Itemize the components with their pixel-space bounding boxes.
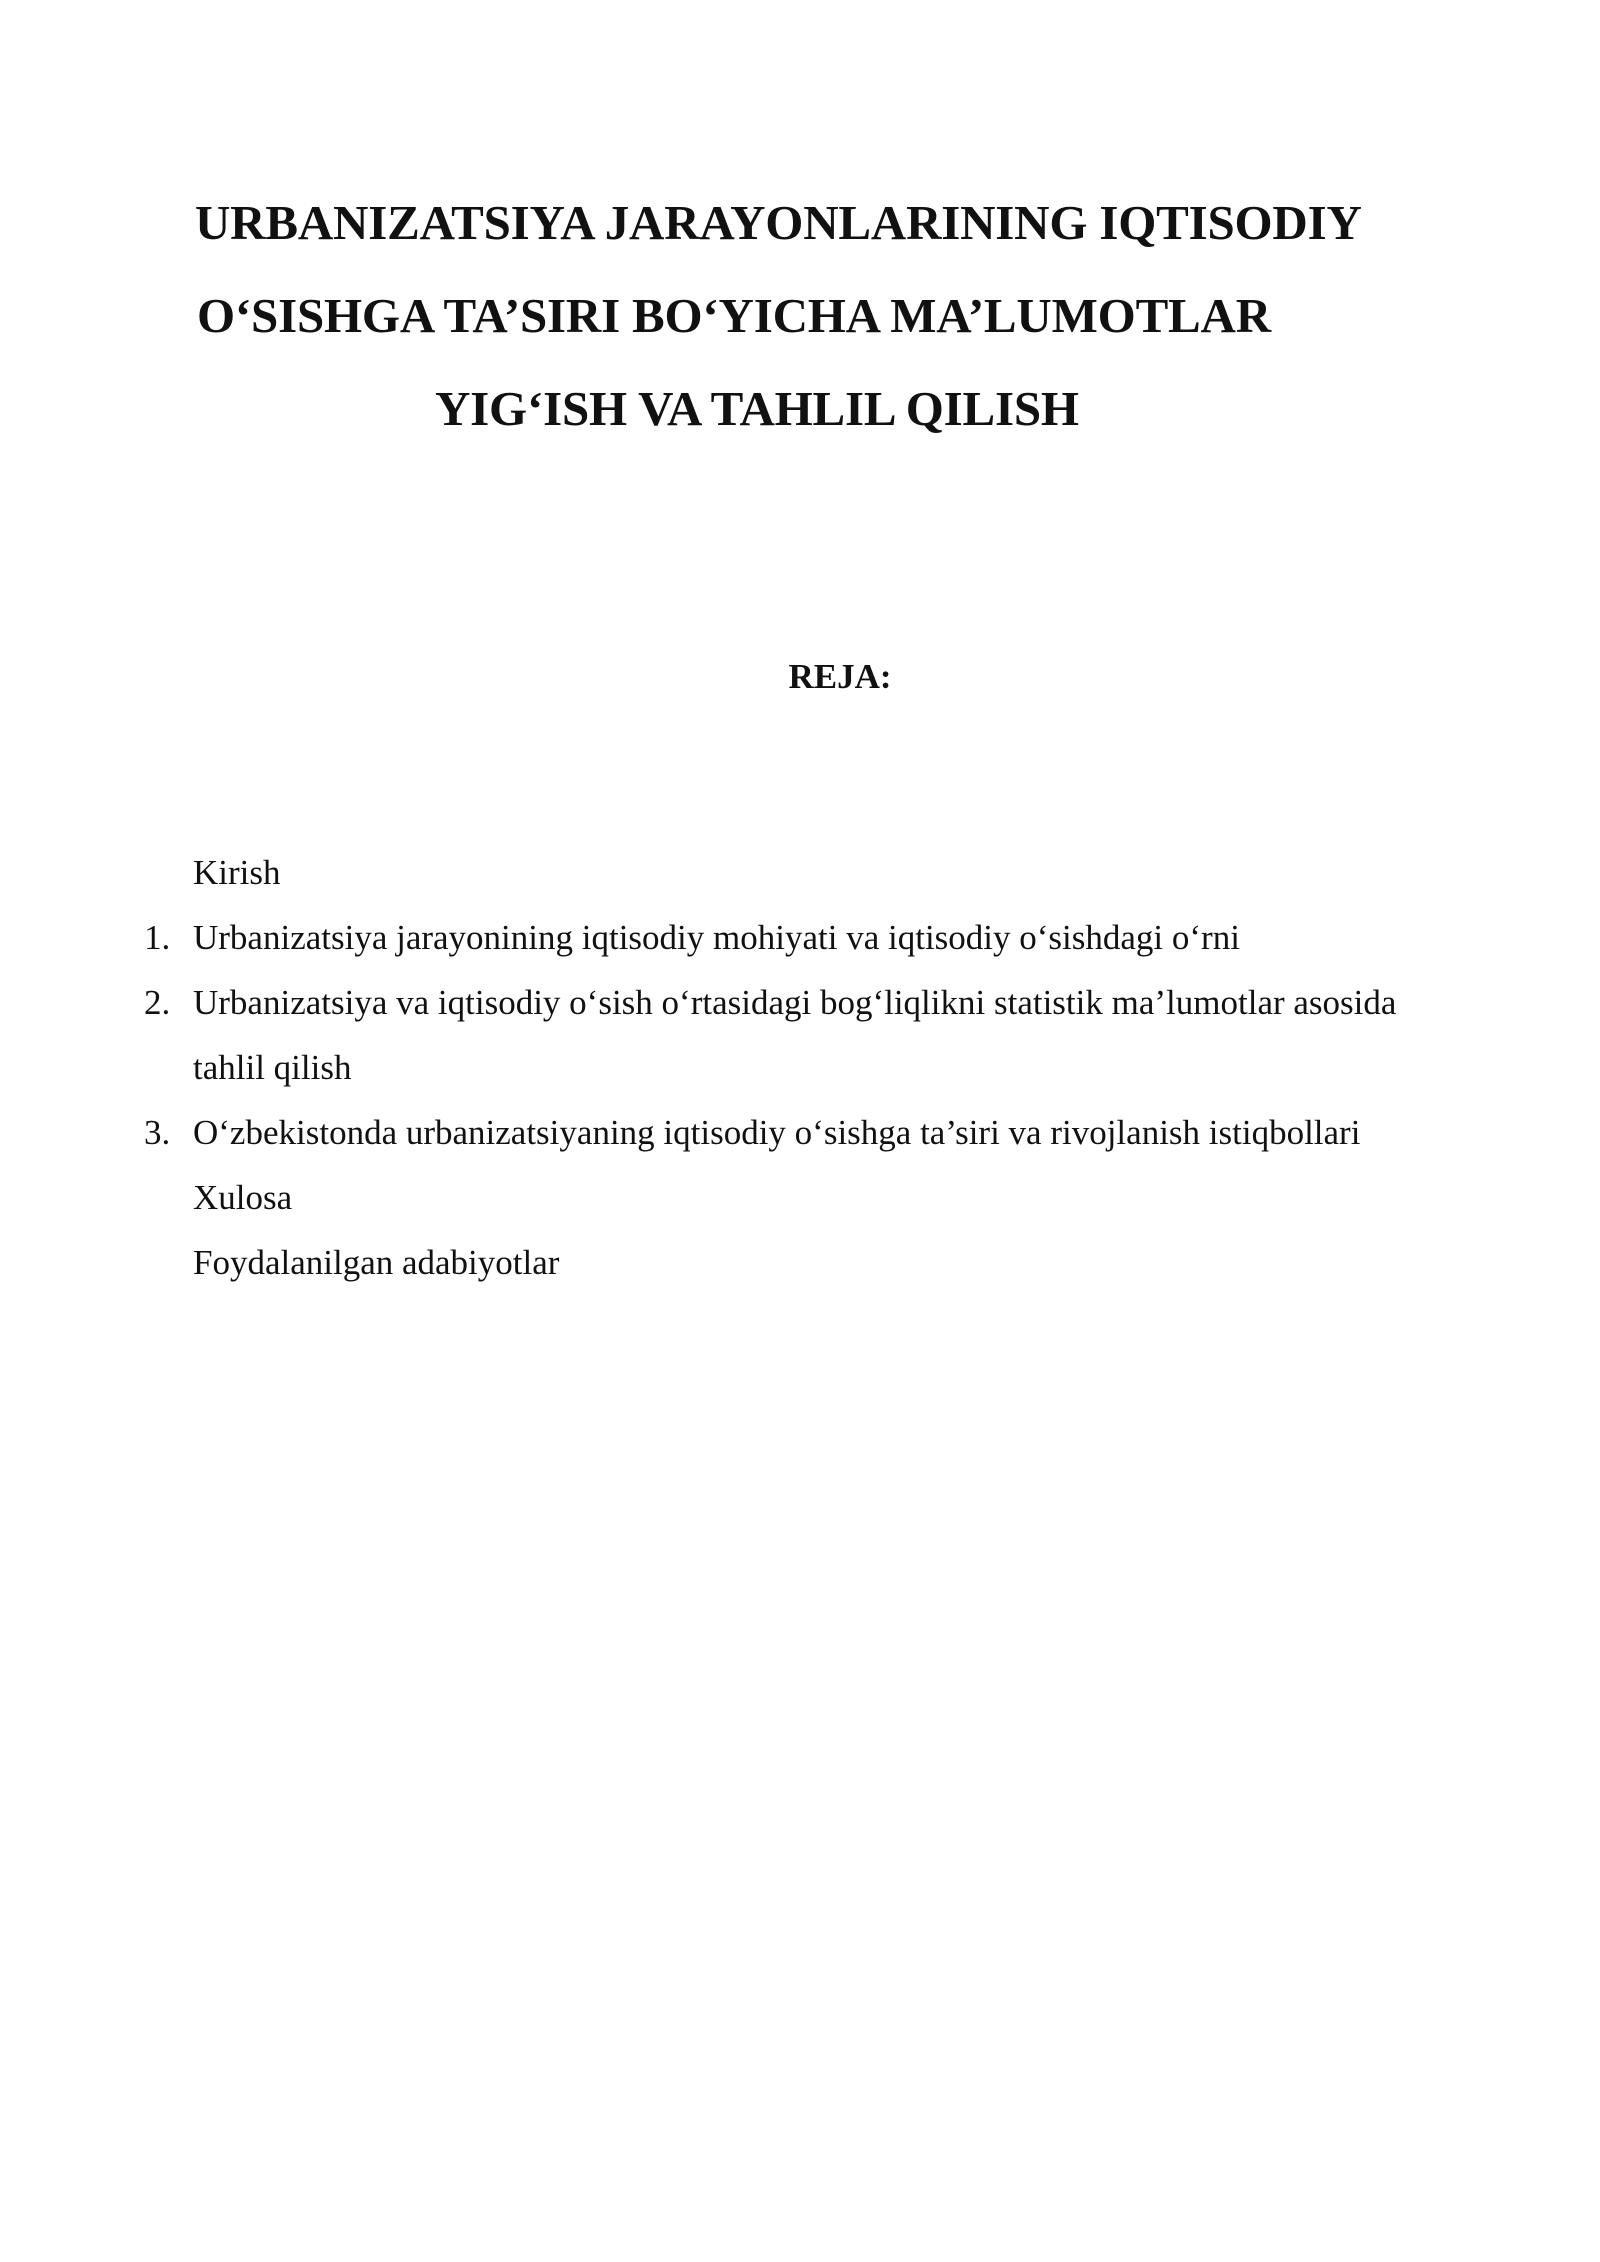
title-line: O‘SISHGA TA’SIRI BO‘YICHA MA’LUMOTLAR [197,288,1271,343]
toc-intro: Kirish [193,853,281,892]
toc-item-number: 3. [144,1113,171,1152]
toc-item-number: 1. [144,918,171,957]
toc-item: Urbanizatsiya va iqtisodiy o‘sish o‘rtasidagi bog‘liqlikni statistik ma’lumotlar asosida [193,983,1397,1022]
plan-heading: REJA: [788,657,892,696]
toc-item: Urbanizatsiya jarayonining iqtisodiy mohiyati va iqtisodiy o‘sishdagi o‘rni [193,918,1240,957]
toc-item-continuation: tahlil qilish [193,1048,352,1087]
toc-item-number: 2. [144,983,171,1022]
toc-conclusion: Xulosa [193,1178,293,1217]
title-line: URBANIZATSIYA JARAYONLARINING IQTISODIY [195,195,1362,250]
title-line: YIG‘ISH VA TAHLIL QILISH [435,381,1079,436]
toc-item: O‘zbekistonda urbanizatsiyaning iqtisodiy o‘sishga ta’siri va rivojlanish istiqbollari [193,1113,1361,1152]
toc-references: Foydalanilgan adabiyotlar [193,1243,560,1282]
